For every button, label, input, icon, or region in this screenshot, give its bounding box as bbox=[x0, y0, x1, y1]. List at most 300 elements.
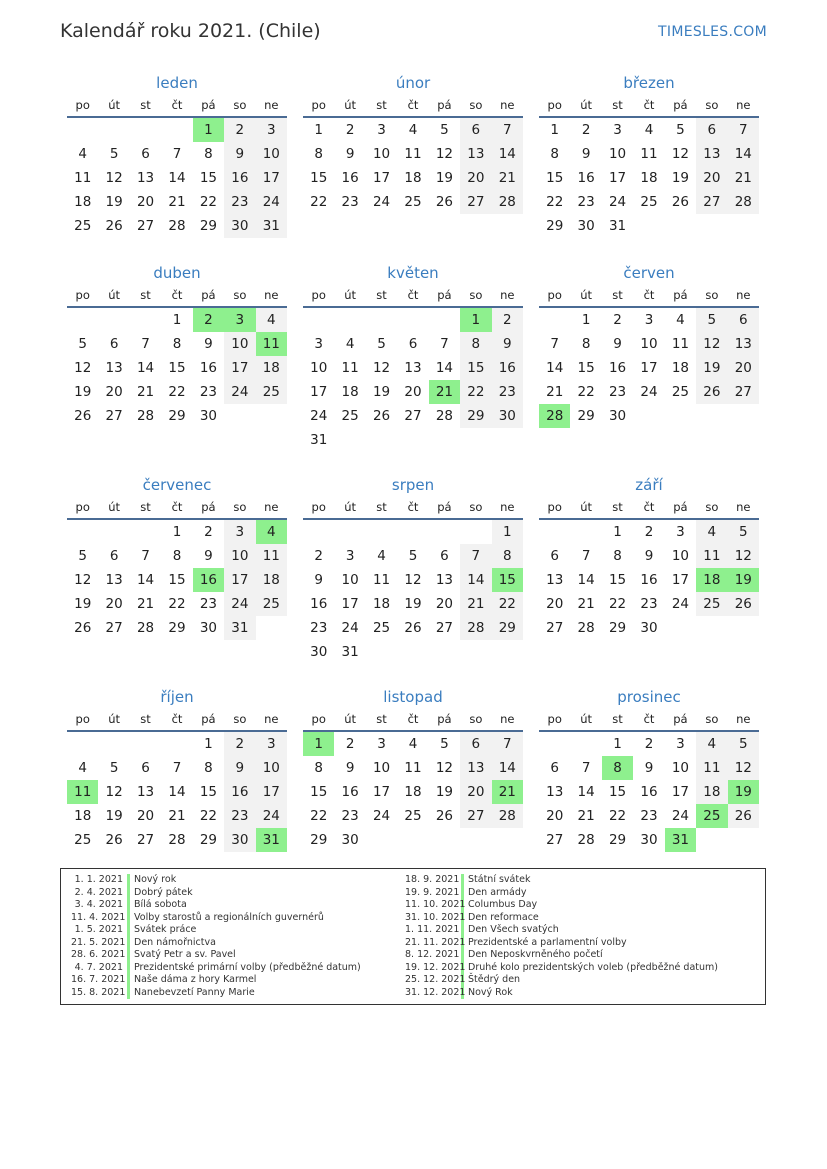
weekday-label: st bbox=[376, 712, 387, 726]
day-cell: 14 bbox=[492, 756, 523, 780]
day-cell: 1 bbox=[172, 312, 182, 328]
day-cell: 18 bbox=[256, 356, 287, 380]
day-cell: 7 bbox=[141, 548, 150, 564]
legend-date: 28. 6. 2021 bbox=[71, 949, 130, 962]
day-cell: 12 bbox=[105, 784, 123, 800]
empty-cell bbox=[303, 520, 334, 544]
weekday-label: po bbox=[547, 288, 562, 302]
legend-date: 16. 7. 2021 bbox=[71, 974, 130, 987]
day-cell: 5 bbox=[109, 760, 119, 776]
weekday-label: st bbox=[140, 98, 151, 112]
legend-date: 1. 1. 2021 bbox=[71, 874, 130, 887]
day-cell: 10 bbox=[224, 332, 255, 356]
day-cell: 17 bbox=[608, 170, 627, 186]
day-cell: 24 bbox=[640, 384, 658, 400]
day-cell: 20 bbox=[460, 166, 491, 190]
day-cell: 30 bbox=[224, 214, 255, 238]
empty-cell bbox=[539, 732, 570, 756]
weekday-label: út bbox=[580, 288, 593, 302]
day-cell: 8 bbox=[314, 760, 323, 776]
day-cell: 3 bbox=[224, 520, 255, 544]
day-cell: 29 bbox=[460, 404, 491, 428]
day-cell: 26 bbox=[74, 620, 92, 636]
empty-cell bbox=[130, 308, 161, 332]
day-cell: 25 bbox=[671, 384, 690, 400]
weekday-label: st bbox=[612, 712, 623, 726]
day-cell: 16 bbox=[310, 596, 328, 612]
day-cell: 4 bbox=[78, 146, 87, 162]
day-cell: 26 bbox=[435, 194, 454, 210]
weekday-label: so bbox=[233, 288, 247, 302]
day-cell: 10 bbox=[608, 146, 627, 162]
month-září bbox=[539, 474, 759, 686]
empty-cell bbox=[334, 308, 365, 332]
day-cell: 12 bbox=[404, 572, 422, 588]
legend-holiday-name: Den Všech svatých bbox=[468, 924, 559, 935]
day-cell: 27 bbox=[105, 620, 123, 636]
weekday-label: čt bbox=[407, 500, 419, 514]
holiday-day-cell: 21 bbox=[429, 380, 460, 404]
day-cell: 12 bbox=[74, 572, 92, 588]
day-cell: 26 bbox=[728, 804, 759, 828]
day-cell: 26 bbox=[105, 218, 123, 234]
day-cell: 4 bbox=[377, 548, 386, 564]
day-cell: 24 bbox=[224, 380, 255, 404]
day-cell: 1 bbox=[581, 312, 591, 328]
day-cell: 7 bbox=[440, 336, 449, 352]
weekday-label: út bbox=[580, 98, 593, 112]
day-cell: 23 bbox=[608, 384, 627, 400]
day-cell: 26 bbox=[435, 808, 454, 824]
holiday-day-cell: 11 bbox=[256, 332, 287, 356]
weekday-label: čt bbox=[171, 712, 183, 726]
day-cell: 16 bbox=[640, 572, 658, 588]
day-cell: 4 bbox=[696, 520, 727, 544]
day-cell: 11 bbox=[696, 756, 727, 780]
day-cell: 5 bbox=[440, 122, 449, 138]
legend-date: 31. 10. 2021 bbox=[405, 911, 466, 923]
day-cell: 29 bbox=[577, 408, 595, 424]
day-cell: 15 bbox=[608, 784, 627, 800]
weekday-label: po bbox=[311, 500, 326, 514]
day-cell: 23 bbox=[640, 808, 658, 824]
day-cell: 5 bbox=[696, 308, 727, 332]
day-cell: 28 bbox=[168, 218, 186, 234]
legend-item bbox=[405, 962, 735, 975]
day-cell: 18 bbox=[256, 568, 287, 592]
day-cell: 8 bbox=[172, 548, 182, 564]
day-cell: 12 bbox=[74, 360, 92, 376]
day-cell: 8 bbox=[172, 336, 182, 352]
day-cell: 28 bbox=[136, 408, 155, 424]
empty-cell bbox=[98, 308, 129, 332]
legend-item bbox=[405, 937, 735, 950]
day-cell: 23 bbox=[577, 194, 595, 210]
legend-holiday-name: Den armády bbox=[468, 886, 527, 898]
day-cell: 22 bbox=[199, 194, 218, 210]
day-cell: 6 bbox=[550, 548, 559, 564]
day-cell: 22 bbox=[608, 808, 627, 824]
legend-date: 21. 11. 2021 bbox=[405, 936, 466, 948]
legend-item bbox=[405, 974, 735, 987]
day-cell: 17 bbox=[341, 596, 359, 612]
day-cell: 24 bbox=[341, 620, 359, 636]
weekday-label: so bbox=[705, 712, 719, 726]
day-cell: 12 bbox=[435, 760, 454, 776]
day-cell: 5 bbox=[728, 732, 759, 756]
day-cell: 27 bbox=[460, 190, 491, 214]
holiday-day-cell: 1 bbox=[460, 308, 491, 332]
day-cell: 14 bbox=[136, 360, 155, 376]
legend-holiday-name: Den reformace bbox=[468, 911, 539, 923]
day-cell: 8 bbox=[204, 760, 213, 776]
days-grid bbox=[539, 308, 759, 428]
weekday-label: pá bbox=[673, 98, 688, 112]
day-cell: 12 bbox=[105, 170, 123, 186]
day-cell: 12 bbox=[728, 544, 759, 568]
day-cell: 28 bbox=[136, 620, 155, 636]
weekday-label: so bbox=[469, 712, 483, 726]
month-name: září bbox=[635, 476, 663, 494]
weekday-label: út bbox=[108, 288, 121, 302]
day-cell: 20 bbox=[728, 356, 759, 380]
day-cell: 7 bbox=[581, 548, 591, 564]
day-cell: 30 bbox=[199, 408, 218, 424]
month-prosinec bbox=[539, 686, 759, 866]
day-cell: 28 bbox=[435, 408, 454, 424]
weekday-label: so bbox=[233, 712, 247, 726]
weekday-label: so bbox=[469, 288, 483, 302]
weekday-label: pá bbox=[673, 500, 688, 514]
day-cell: 19 bbox=[435, 784, 454, 800]
legend-column-left bbox=[71, 874, 401, 999]
day-cell: 12 bbox=[696, 332, 727, 356]
day-cell: 14 bbox=[168, 170, 186, 186]
day-cell: 17 bbox=[224, 356, 255, 380]
weekday-label: st bbox=[612, 98, 623, 112]
empty-cell bbox=[570, 520, 601, 544]
day-cell: 13 bbox=[460, 142, 491, 166]
day-cell: 30 bbox=[577, 218, 595, 234]
day-cell: 14 bbox=[492, 142, 523, 166]
legend-item bbox=[405, 949, 735, 962]
legend-item bbox=[405, 924, 735, 937]
day-cell: 30 bbox=[341, 832, 359, 848]
day-cell: 25 bbox=[256, 592, 287, 616]
day-cell: 15 bbox=[608, 572, 627, 588]
day-cell: 14 bbox=[728, 142, 759, 166]
legend-item bbox=[71, 949, 401, 962]
day-cell: 22 bbox=[199, 808, 218, 824]
day-cell: 7 bbox=[550, 336, 559, 352]
weekday-label: pá bbox=[201, 500, 216, 514]
month-name: říjen bbox=[160, 688, 194, 706]
day-cell: 6 bbox=[141, 760, 150, 776]
day-cell: 30 bbox=[492, 404, 523, 428]
day-cell: 4 bbox=[256, 308, 287, 332]
day-cell: 27 bbox=[728, 380, 759, 404]
day-cell: 17 bbox=[310, 384, 328, 400]
weekday-label: út bbox=[344, 288, 357, 302]
weekday-label: čt bbox=[171, 98, 183, 112]
day-cell: 7 bbox=[172, 146, 182, 162]
day-cell: 8 bbox=[460, 332, 491, 356]
legend-holiday-name: Nový rok bbox=[134, 874, 177, 885]
day-cell: 3 bbox=[377, 736, 386, 752]
empty-cell bbox=[67, 118, 98, 142]
day-cell: 16 bbox=[224, 166, 255, 190]
weekday-header bbox=[67, 708, 287, 732]
day-cell: 25 bbox=[404, 194, 422, 210]
days-grid bbox=[303, 308, 523, 452]
day-cell: 5 bbox=[78, 548, 87, 564]
day-cell: 5 bbox=[728, 520, 759, 544]
holiday-day-cell: 28 bbox=[539, 404, 570, 428]
empty-cell bbox=[397, 520, 428, 544]
day-cell: 23 bbox=[224, 804, 255, 828]
holiday-day-cell: 19 bbox=[728, 780, 759, 804]
day-cell: 19 bbox=[435, 170, 454, 186]
day-cell: 21 bbox=[460, 592, 491, 616]
day-cell: 2 bbox=[644, 524, 654, 540]
days-grid bbox=[67, 520, 287, 640]
day-cell: 21 bbox=[136, 596, 155, 612]
day-cell: 10 bbox=[224, 544, 255, 568]
legend-date: 11. 10. 2021 bbox=[405, 899, 466, 910]
weekday-label: st bbox=[612, 500, 623, 514]
day-cell: 10 bbox=[256, 756, 287, 780]
day-cell: 6 bbox=[460, 732, 491, 756]
legend-date: 31. 12. 2021 bbox=[405, 986, 466, 998]
day-cell: 13 bbox=[435, 572, 454, 588]
day-cell: 25 bbox=[256, 380, 287, 404]
holiday-day-cell: 31 bbox=[665, 828, 696, 852]
day-cell: 3 bbox=[314, 336, 323, 352]
day-cell: 20 bbox=[404, 384, 422, 400]
weekday-label: ne bbox=[500, 500, 515, 514]
holiday-day-cell: 31 bbox=[256, 828, 287, 852]
weekday-label: po bbox=[75, 712, 90, 726]
month-červenec bbox=[67, 474, 287, 686]
day-cell: 30 bbox=[640, 620, 658, 636]
legend-item bbox=[405, 912, 735, 925]
month-červen bbox=[539, 262, 759, 474]
legend-item bbox=[405, 987, 735, 1000]
legend-holiday-name: Den námořnictva bbox=[134, 936, 216, 948]
day-cell: 16 bbox=[341, 170, 359, 186]
day-cell: 4 bbox=[696, 732, 727, 756]
day-cell: 7 bbox=[728, 118, 759, 142]
month-listopad bbox=[303, 686, 523, 866]
empty-cell bbox=[130, 732, 161, 756]
holiday-day-cell: 1 bbox=[193, 118, 224, 142]
legend-holiday-name: Nový Rok bbox=[468, 986, 513, 998]
day-cell: 13 bbox=[105, 360, 123, 376]
day-cell: 9 bbox=[492, 332, 523, 356]
day-cell: 11 bbox=[640, 146, 658, 162]
legend-item bbox=[71, 962, 401, 975]
day-cell: 24 bbox=[256, 804, 287, 828]
weekday-label: út bbox=[344, 500, 357, 514]
weekday-label: po bbox=[75, 98, 90, 112]
legend-item bbox=[71, 924, 401, 937]
empty-cell bbox=[130, 118, 161, 142]
day-cell: 16 bbox=[199, 360, 218, 376]
day-cell: 13 bbox=[404, 360, 422, 376]
day-cell: 4 bbox=[78, 760, 87, 776]
month-name: duben bbox=[153, 264, 201, 282]
day-cell: 29 bbox=[608, 832, 627, 848]
weekday-label: st bbox=[376, 288, 387, 302]
day-cell: 10 bbox=[671, 760, 690, 776]
day-cell: 18 bbox=[341, 384, 359, 400]
day-cell: 13 bbox=[136, 784, 155, 800]
day-cell: 22 bbox=[310, 194, 328, 210]
day-cell: 7 bbox=[460, 544, 491, 568]
day-cell: 13 bbox=[546, 572, 564, 588]
day-cell: 26 bbox=[404, 620, 422, 636]
holiday-day-cell: 3 bbox=[224, 308, 255, 332]
day-cell: 2 bbox=[224, 732, 255, 756]
day-cell: 16 bbox=[577, 170, 595, 186]
day-cell: 6 bbox=[696, 118, 727, 142]
day-cell: 21 bbox=[168, 808, 186, 824]
month-name: březen bbox=[623, 74, 675, 92]
day-cell: 10 bbox=[372, 760, 391, 776]
day-cell: 18 bbox=[404, 784, 422, 800]
day-cell: 10 bbox=[372, 146, 391, 162]
weekday-label: so bbox=[705, 288, 719, 302]
month-květen bbox=[303, 262, 523, 474]
legend-holiday-name: Svatý Petr a sv. Pavel bbox=[134, 949, 236, 960]
day-cell: 6 bbox=[109, 336, 119, 352]
day-cell: 27 bbox=[136, 218, 155, 234]
month-říjen bbox=[67, 686, 287, 866]
day-cell: 3 bbox=[256, 118, 287, 142]
day-cell: 15 bbox=[577, 360, 595, 376]
day-cell: 26 bbox=[671, 194, 690, 210]
holiday-day-cell: 19 bbox=[728, 568, 759, 592]
weekday-label: so bbox=[233, 98, 247, 112]
day-cell: 14 bbox=[546, 360, 564, 376]
day-cell: 13 bbox=[136, 170, 155, 186]
day-cell: 2 bbox=[613, 312, 622, 328]
day-cell: 11 bbox=[341, 360, 359, 376]
legend-holiday-name: Prezidentské primární volby (předběžné datum) bbox=[134, 961, 361, 973]
day-cell: 10 bbox=[341, 572, 359, 588]
day-cell: 9 bbox=[613, 336, 622, 352]
day-cell: 10 bbox=[671, 548, 690, 564]
legend-item bbox=[71, 987, 401, 1000]
weekday-label: pá bbox=[437, 98, 452, 112]
day-cell: 27 bbox=[136, 832, 155, 848]
days-grid bbox=[303, 118, 523, 214]
day-cell: 19 bbox=[671, 170, 690, 186]
weekday-label: po bbox=[75, 288, 90, 302]
day-cell: 1 bbox=[613, 736, 622, 752]
day-cell: 20 bbox=[136, 194, 155, 210]
day-cell: 8 bbox=[314, 146, 323, 162]
legend-date: 1. 11. 2021 bbox=[405, 924, 464, 937]
days-grid bbox=[303, 520, 523, 664]
day-cell: 24 bbox=[608, 194, 627, 210]
day-cell: 24 bbox=[310, 408, 328, 424]
brand-link[interactable]: TIMESLES.COM bbox=[658, 24, 767, 40]
day-cell: 31 bbox=[310, 432, 328, 448]
legend-item bbox=[71, 912, 401, 925]
legend-item bbox=[71, 974, 401, 987]
legend-holiday-name: Prezidentské a parlamentní volby bbox=[468, 936, 627, 948]
weekday-label: st bbox=[140, 500, 151, 514]
day-cell: 22 bbox=[460, 380, 491, 404]
days-grid bbox=[539, 118, 759, 238]
day-cell: 23 bbox=[310, 620, 328, 636]
day-cell: 4 bbox=[644, 122, 654, 138]
weekday-label: út bbox=[580, 500, 593, 514]
weekday-label: čt bbox=[643, 98, 655, 112]
weekday-label: ne bbox=[736, 712, 751, 726]
day-cell: 31 bbox=[256, 214, 287, 238]
day-cell: 27 bbox=[546, 620, 564, 636]
day-cell: 5 bbox=[109, 146, 119, 162]
empty-cell bbox=[366, 520, 397, 544]
weekday-label: út bbox=[108, 712, 121, 726]
day-cell: 3 bbox=[676, 524, 685, 540]
legend-holiday-name: Svátek práce bbox=[134, 924, 197, 935]
weekday-label: pá bbox=[437, 288, 452, 302]
weekday-label: po bbox=[311, 712, 326, 726]
weekday-label: ne bbox=[736, 288, 751, 302]
days-grid bbox=[67, 308, 287, 428]
legend-item bbox=[405, 874, 735, 887]
weekday-header bbox=[67, 284, 287, 308]
month-srpen bbox=[303, 474, 523, 686]
day-cell: 25 bbox=[74, 832, 92, 848]
weekday-header bbox=[303, 708, 523, 732]
day-cell: 26 bbox=[728, 592, 759, 616]
weekday-header bbox=[303, 284, 523, 308]
weekday-label: ne bbox=[500, 712, 515, 726]
day-cell: 15 bbox=[168, 572, 186, 588]
day-cell: 29 bbox=[608, 620, 627, 636]
day-cell: 29 bbox=[199, 218, 218, 234]
day-cell: 19 bbox=[372, 384, 391, 400]
day-cell: 1 bbox=[172, 524, 182, 540]
weekday-label: st bbox=[140, 712, 151, 726]
legend-holiday-name: Státní svátek bbox=[468, 874, 531, 885]
day-cell: 18 bbox=[372, 596, 391, 612]
empty-cell bbox=[460, 520, 491, 544]
day-cell: 24 bbox=[372, 808, 391, 824]
month-name: prosinec bbox=[617, 688, 681, 706]
day-cell: 20 bbox=[546, 596, 564, 612]
weekday-header bbox=[539, 284, 759, 308]
day-cell: 15 bbox=[310, 170, 328, 186]
day-cell: 18 bbox=[74, 194, 92, 210]
day-cell: 13 bbox=[546, 784, 564, 800]
day-cell: 17 bbox=[224, 568, 255, 592]
day-cell: 17 bbox=[671, 572, 690, 588]
day-cell: 21 bbox=[546, 384, 564, 400]
weekday-label: čt bbox=[407, 98, 419, 112]
day-cell: 21 bbox=[136, 384, 155, 400]
day-cell: 7 bbox=[492, 118, 523, 142]
holiday-day-cell: 25 bbox=[696, 804, 727, 828]
holiday-day-cell: 15 bbox=[492, 568, 523, 592]
empty-cell bbox=[130, 520, 161, 544]
weekday-label: ne bbox=[264, 288, 279, 302]
day-cell: 3 bbox=[676, 736, 685, 752]
